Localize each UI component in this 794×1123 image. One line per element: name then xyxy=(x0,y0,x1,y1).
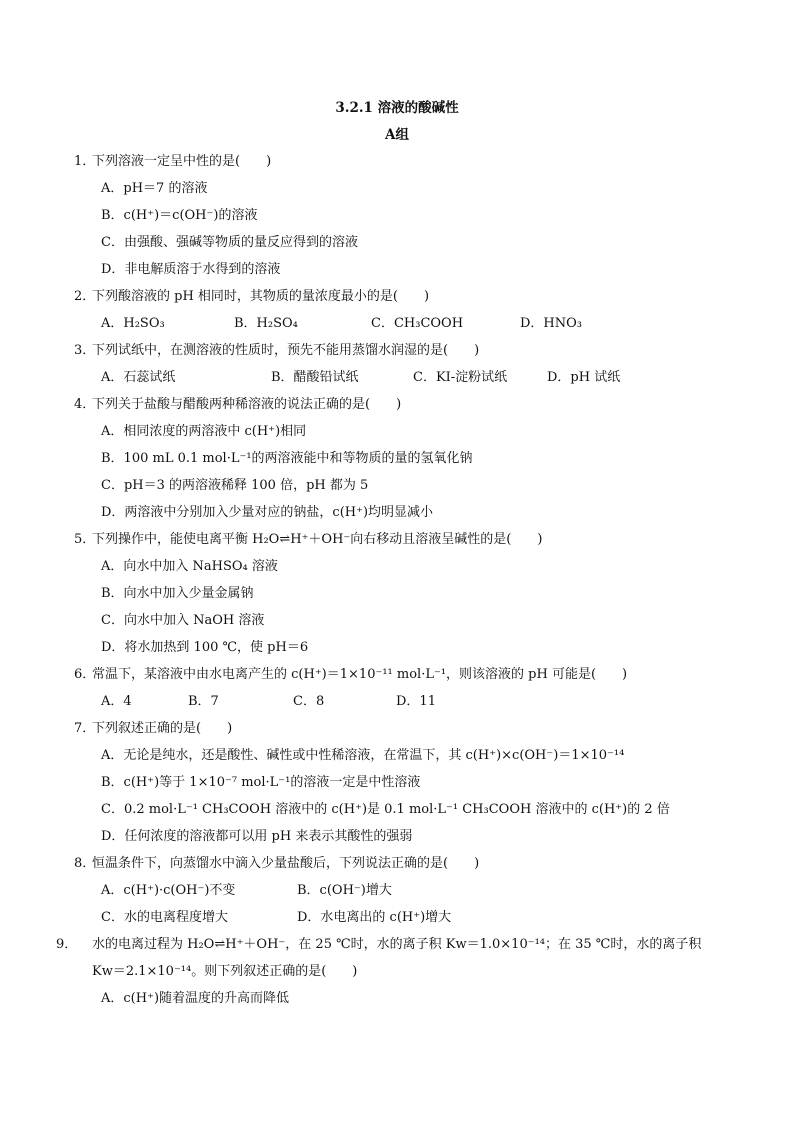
question-9: 9． 水的电离过程为 H₂O⇌H⁺＋OH⁻，在 25 ℃时，水的离子积 Kw＝1.0×10⁻¹⁴；在 35 ℃时，水的离子积 Kw＝2.1×10⁻¹⁴。则下列叙述正确的是( ) xyxy=(56,937,702,979)
option-a: A．向水中加入 NaHSO₄ 溶液 xyxy=(101,559,278,574)
question-1: 1．下列溶液一定呈中性的是( ) xyxy=(74,154,272,169)
option-b: B．c(H⁺)＝c(OH⁻)的溶液 xyxy=(101,208,258,223)
question-4: 4．下列关于盐酸与醋酸两种稀溶液的说法正确的是( ) xyxy=(74,397,402,412)
question-7: 7．下列叙述正确的是( ) xyxy=(74,721,233,736)
option-a: A．相同浓度的两溶液中 c(H⁺)相同 xyxy=(101,424,307,439)
question-stem: 下列试纸中，在测溶液的性质时，预先不能用蒸馏水润湿的是( ) xyxy=(92,343,480,358)
option-c: C．8 xyxy=(293,694,325,709)
option-d: D．HNO₃ xyxy=(520,316,583,331)
question-2: 2．下列酸溶液的 pH 相同时，其物质的量浓度最小的是( ) xyxy=(74,289,430,304)
question-stem: 恒温条件下，向蒸馏水中滴入少量盐酸后，下列说法正确的是( ) xyxy=(92,856,480,871)
option-a: A．c(H⁺)随着温度的升高而降低 xyxy=(101,991,290,1006)
option-c: C．由强酸、强碱等物质的量反应得到的溶液 xyxy=(101,235,358,250)
option-row xyxy=(74,688,724,715)
option-d: D．pH 试纸 xyxy=(547,370,621,385)
question-stem: 常温下，某溶液中由水电离产生的 c(H⁺)＝1×10⁻¹¹ mol·L⁻¹，则该溶液的 pH 可能是( ) xyxy=(92,667,628,682)
option-a: A．4 xyxy=(101,694,132,709)
question-stem: 下列操作中，能使电离平衡 H₂O⇌H⁺＋OH⁻向右移动且溶液呈碱性的是( ) xyxy=(92,532,543,547)
question-stem: 下列关于盐酸与醋酸两种稀溶液的说法正确的是( ) xyxy=(92,397,402,412)
question-3: 3．下列试纸中，在测溶液的性质时，预先不能用蒸馏水润湿的是( ) xyxy=(74,343,480,358)
option-row xyxy=(74,364,724,391)
question-list xyxy=(56,148,724,1012)
option-d: D．两溶液中分别加入少量对应的钠盐，c(H⁺)均明显减小 xyxy=(101,505,434,520)
option-c: C．KI-淀粉试纸 xyxy=(413,370,508,385)
option-row xyxy=(74,310,724,337)
option-b: B．醋酸铅试纸 xyxy=(271,370,359,385)
option-b: B．H₂SO₄ xyxy=(234,316,298,331)
option-c: C．CH₃COOH xyxy=(371,316,464,331)
option-a: A．c(H⁺)·c(OH⁻)不变 xyxy=(101,883,236,898)
option-a: A．pH＝7 的溶液 xyxy=(101,181,208,196)
option-b: B．7 xyxy=(188,694,219,709)
option-row xyxy=(74,904,724,931)
option-d: D．任何浓度的溶液都可以用 pH 来表示其酸性的强弱 xyxy=(101,829,413,844)
question-stem: 下列溶液一定呈中性的是( ) xyxy=(92,154,272,169)
option-c: C．pH＝3 的两溶液稀释 100 倍，pH 都为 5 xyxy=(101,478,369,493)
option-b: B．向水中加入少量金属钠 xyxy=(101,586,254,601)
option-a: A．无论是纯水，还是酸性、碱性或中性稀溶液，在常温下，其 c(H⁺)×c(OH⁻)＝1×10⁻¹⁴ xyxy=(101,748,625,763)
option-c: C．向水中加入 NaOH 溶液 xyxy=(101,613,265,628)
option-c: C．水的电离程度增大 xyxy=(101,910,228,925)
option-d: D．水电离出的 c(H⁺)增大 xyxy=(297,910,452,925)
group-label: A组 xyxy=(385,127,409,143)
option-a: A．H₂SO₃ xyxy=(101,316,165,331)
option-d: D．将水加热到 100 ℃，使 pH＝6 xyxy=(101,640,309,655)
question-6: 6．常温下，某溶液中由水电离产生的 c(H⁺)＝1×10⁻¹¹ mol·L⁻¹，则该溶液的 pH 可能是( ) xyxy=(74,667,628,682)
option-b: B．100 mL 0.1 mol·L⁻¹的两溶液能中和等物质的量的氢氧化钠 xyxy=(101,451,473,466)
option-b: B．c(H⁺)等于 1×10⁻⁷ mol·L⁻¹的溶液一定是中性溶液 xyxy=(101,775,421,790)
option-b: B．c(OH⁻)增大 xyxy=(297,883,392,898)
option-d: D．非电解质溶于水得到的溶液 xyxy=(101,262,281,277)
option-c: C．0.2 mol·L⁻¹ CH₃COOH 溶液中的 c(H⁺)是 0.1 mol·L⁻¹ CH₃COOH 溶液中的 c(H⁺)的 2 倍 xyxy=(101,802,670,817)
question-stem: 下列酸溶液的 pH 相同时，其物质的量浓度最小的是( ) xyxy=(92,289,430,304)
question-8: 8．恒温条件下，向蒸馏水中滴入少量盐酸后，下列说法正确的是( ) xyxy=(74,856,480,871)
option-d: D．11 xyxy=(396,694,436,709)
option-row xyxy=(74,877,724,904)
page-title: 3.2.1 溶液的酸碱性 xyxy=(335,100,459,116)
option-a: A．石蕊试纸 xyxy=(101,370,176,385)
question-stem: 下列叙述正确的是( ) xyxy=(92,721,233,736)
question-5: 5．下列操作中，能使电离平衡 H₂O⇌H⁺＋OH⁻向右移动且溶液呈碱性的是( ) xyxy=(74,532,543,547)
question-stem: 水的电离过程为 H₂O⇌H⁺＋OH⁻，在 25 ℃时，水的离子积 Kw＝1.0×10⁻¹⁴；在 35 ℃时，水的离子积 Kw＝2.1×10⁻¹⁴。则下列叙述正确的是( ) xyxy=(92,937,702,979)
